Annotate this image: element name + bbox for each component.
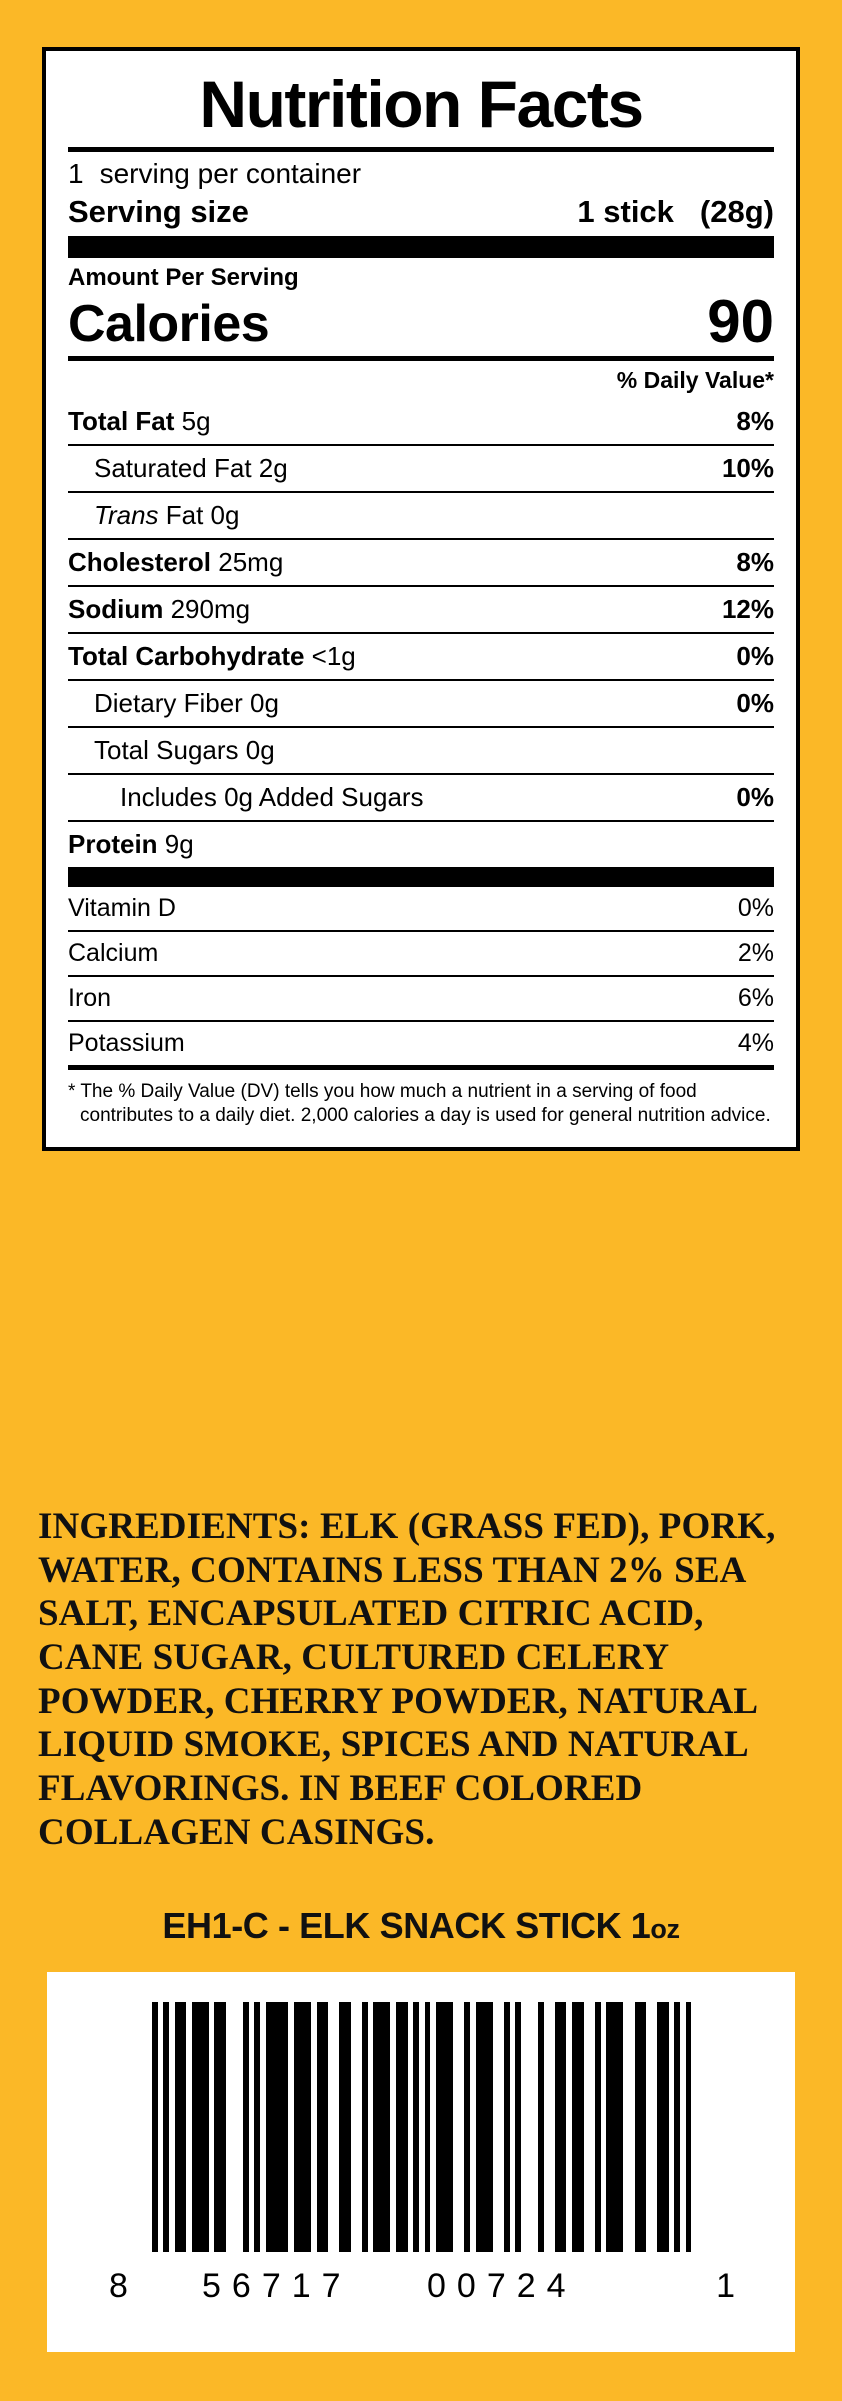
- nutrient-amount: 0g Added Sugars: [216, 782, 424, 812]
- barcode-bar: [476, 2002, 493, 2252]
- barcode-bar: [436, 2002, 453, 2252]
- nutrient-daily-value: 0%: [736, 688, 774, 718]
- servings-label: serving per container: [99, 158, 362, 189]
- barcode-bar: [657, 2002, 668, 2252]
- vitamin-rows: [68, 887, 774, 1065]
- barcode-space: [623, 2002, 634, 2252]
- barcode-space: [584, 2002, 595, 2252]
- nutrient-daily-value: 0%: [736, 782, 774, 812]
- nutrient-row: [68, 444, 774, 491]
- vitamin-row: [68, 887, 774, 930]
- barcode-bar: [635, 2002, 646, 2252]
- barcode-bar: [192, 2002, 209, 2252]
- vitamin-daily-value: 0%: [737, 894, 774, 922]
- barcode-digit-left: 8: [109, 2267, 128, 2305]
- product-code-and-name: EH1-C - ELK SNACK STICK 1: [162, 1905, 651, 1946]
- nutrient-amount: 290mg: [163, 594, 251, 624]
- nutrient-daily-value: 10%: [721, 453, 774, 483]
- serving-size-row: [68, 192, 774, 236]
- barcode-digits-group-2: 00724: [427, 2267, 577, 2305]
- nutrient-row: [68, 399, 774, 444]
- nutrient-row: [68, 820, 774, 867]
- vitamin-daily-value: 6%: [737, 984, 774, 1012]
- serving-size-weight: (28g): [699, 194, 774, 229]
- nutrient-amount: 9g: [157, 829, 194, 859]
- nutrient-name: Trans: [94, 500, 159, 530]
- nutrition-facts-panel: [42, 47, 800, 1151]
- servings-count: 1: [68, 158, 84, 189]
- vitamin-daily-value: 2%: [737, 939, 774, 967]
- nutrient-label: [94, 453, 288, 484]
- nutrient-label: [120, 782, 424, 813]
- barcode-bar: [339, 2002, 350, 2252]
- calories-label: Calories: [68, 295, 270, 354]
- barcode-space: [646, 2002, 657, 2252]
- vitamin-name: Iron: [68, 984, 112, 1012]
- nutrient-daily-value: 12%: [721, 594, 774, 624]
- barcode-digit-right: 1: [716, 2267, 735, 2305]
- nutrient-row: [68, 726, 774, 773]
- nutrient-rows: [68, 399, 774, 867]
- barcode-space: [544, 2002, 555, 2252]
- nutrient-label: [68, 641, 356, 672]
- barcode-space: [351, 2002, 362, 2252]
- barcode-bar: [555, 2002, 566, 2252]
- vitamin-name: Potassium: [68, 1029, 185, 1057]
- nutrient-amount: <1g: [304, 641, 356, 671]
- divider-thick-bottom: [68, 867, 774, 887]
- barcode-bar: [572, 2002, 583, 2252]
- barcode-bar: [317, 2002, 328, 2252]
- nutrient-name: Total Sugars: [94, 735, 239, 765]
- barcode-space: [226, 2002, 243, 2252]
- calories-value: 90: [707, 288, 774, 355]
- barcode-space: [328, 2002, 339, 2252]
- vitamin-row: [68, 930, 774, 975]
- nutrient-row: [68, 538, 774, 585]
- barcode-space: [453, 2002, 464, 2252]
- nutrient-row: [68, 491, 774, 538]
- nutrient-amount: 0g: [238, 735, 275, 765]
- daily-value-header: % Daily Value*: [616, 367, 774, 393]
- barcode-bar: [396, 2002, 407, 2252]
- nutrient-name: Dietary Fiber: [94, 688, 243, 718]
- ingredients-text: INGREDIENTS: ELK (GRASS FED), PORK, WATER, CONTAINS LESS THAN 2% SEA SALT, ENCAPSULATED CITRIC ACID, CANE SUGAR, CULTURED CELERY POWDER, CHERRY POWDER, NATURAL LIQUID SMOKE, SPICES AND NATURAL FLAVORINGS. IN BEEF COLORED COLLAGEN CASINGS.: [38, 1506, 776, 1853]
- nutrient-daily-value: 0%: [736, 641, 774, 671]
- barcode-space: [493, 2002, 504, 2252]
- calories-row: [68, 288, 774, 356]
- vitamin-daily-value: 4%: [737, 1029, 774, 1057]
- serving-size-values: [577, 194, 774, 230]
- nutrient-row: [68, 585, 774, 632]
- divider-thick-top: [68, 236, 774, 258]
- nutrient-label: [94, 735, 275, 766]
- nutrient-label: [68, 829, 194, 860]
- nutrition-facts-title: Nutrition Facts: [199, 67, 643, 141]
- nutrient-amount: 5g: [174, 406, 211, 436]
- servings-per-container-row: [68, 152, 774, 192]
- nutrient-daily-value: 8%: [736, 547, 774, 577]
- amount-per-serving-label: Amount Per Serving: [68, 264, 299, 291]
- barcode-space: [521, 2002, 538, 2252]
- barcode-bar: [175, 2002, 186, 2252]
- nutrient-name: Total Fat: [68, 406, 175, 436]
- nutrient-row: [68, 679, 774, 726]
- vitamin-row: [68, 1020, 774, 1065]
- barcode-bars: [152, 2002, 692, 2252]
- nutrient-label: [94, 688, 279, 719]
- nutrient-label: [68, 547, 283, 578]
- nutrient-name: Protein: [68, 829, 158, 859]
- barcode-digits-group-1: 56717: [202, 2267, 352, 2305]
- product-unit: oz: [650, 1914, 680, 1944]
- serving-size-value: 1 stick: [577, 194, 674, 229]
- barcode-bar: [266, 2002, 289, 2252]
- nutrient-row: [68, 632, 774, 679]
- vitamin-name: Vitamin D: [68, 894, 176, 922]
- vitamin-name: Calcium: [68, 939, 159, 967]
- nutrient-daily-value: 8%: [736, 406, 774, 436]
- nutrient-name: Cholesterol: [68, 547, 212, 577]
- nutrient-name: Includes: [120, 782, 217, 812]
- nutrient-name: Total Carbohydrate: [68, 641, 305, 671]
- serving-size-label: Serving size: [68, 194, 249, 229]
- nutrient-label: [68, 406, 211, 437]
- nutrient-label: [68, 594, 250, 625]
- barcode-bar: [294, 2002, 311, 2252]
- product-name-line: [0, 1905, 842, 1947]
- nutrient-amount: 25mg: [211, 547, 284, 577]
- daily-value-footnote: * The % Daily Value (DV) tells you how much a nutrient in a serving of food contributes to a daily diet. 2,000 calories a day is used for general nutrition advice.: [68, 1081, 771, 1127]
- barcode-bar: [373, 2002, 390, 2252]
- vitamin-row: [68, 975, 774, 1020]
- barcode-area: [47, 1972, 795, 2352]
- nutrient-amount: Fat 0g: [158, 500, 240, 530]
- nutrient-row: [68, 773, 774, 820]
- nutrient-label: [94, 500, 239, 531]
- barcode-bar: [214, 2002, 225, 2252]
- barcode-bar: [686, 2002, 692, 2252]
- nutrient-name: Sodium: [68, 594, 164, 624]
- barcode-bar: [606, 2002, 623, 2252]
- nutrient-amount: 2g: [251, 453, 288, 483]
- nutrient-amount: 0g: [242, 688, 279, 718]
- nutrient-name: Saturated Fat: [94, 453, 252, 483]
